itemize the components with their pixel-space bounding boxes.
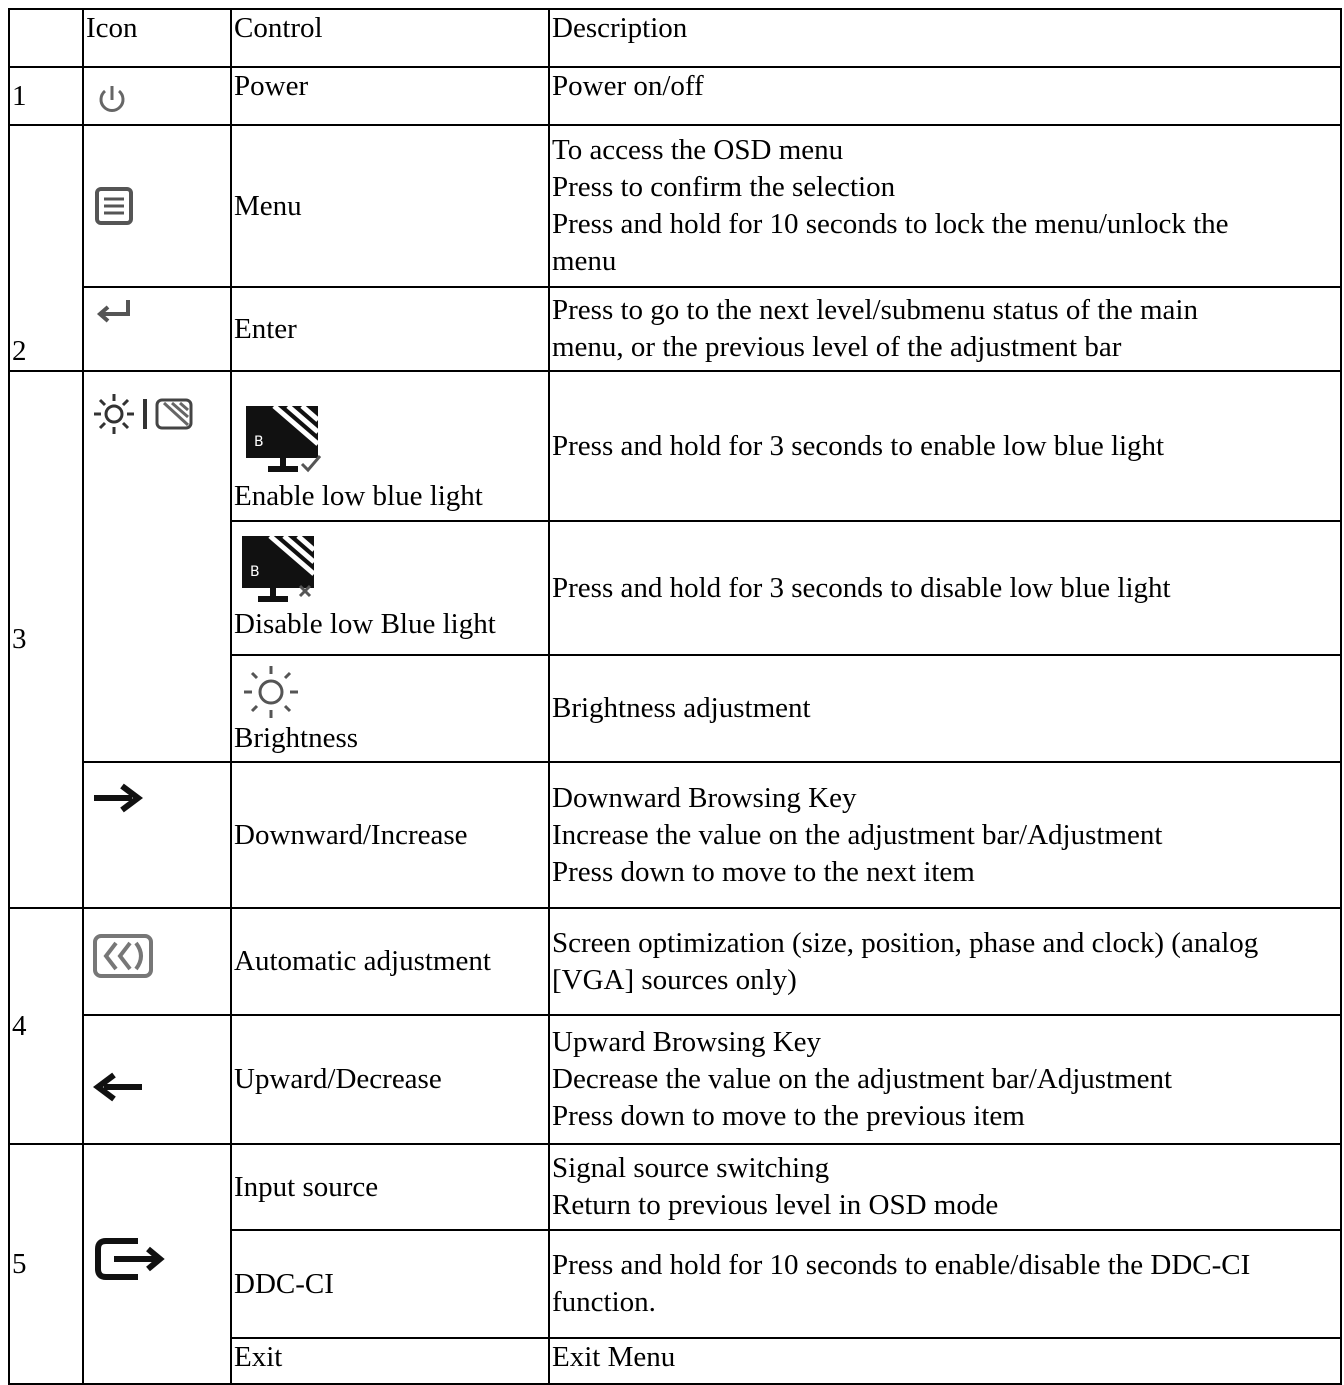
desc-menu: To access the OSD menu Press to confirm the selection Press and hold for 10 seconds to lock the menu/unlock the menu xyxy=(549,125,1341,287)
table-row xyxy=(9,1144,1341,1230)
desc-brightness: Brightness adjustment xyxy=(549,655,1341,762)
sun-icon xyxy=(92,392,136,436)
desc-upward-decrease: Upward Browsing Key Decrease the value on the adjustment bar/Adjustment Press down to move to the previous item xyxy=(549,1015,1341,1144)
desc-enable-low-blue-light: Press and hold for 3 seconds to enable low blue light xyxy=(549,371,1341,521)
icon-cell xyxy=(83,1015,231,1144)
power-icon xyxy=(92,80,132,120)
header-icon: Icon xyxy=(83,9,231,67)
desc-downward-increase: Downward Browsing Key Increase the value on the adjustment bar/Adjustment Press down to move to the next item xyxy=(549,762,1341,908)
desc-disable-low-blue-light: Press and hold for 3 seconds to disable low blue light xyxy=(549,521,1341,655)
icon-cell xyxy=(83,762,231,908)
control-ddc-ci: DDC-CI xyxy=(231,1230,549,1338)
desc-automatic-adjustment: Screen optimization (size, position, phase and clock) (analog [VGA] sources only) xyxy=(549,908,1341,1015)
desc-power: Power on/off xyxy=(549,67,1341,125)
table-row xyxy=(9,762,1341,908)
row-number: 4 xyxy=(9,908,83,1144)
low-blue-light-icon xyxy=(154,397,194,431)
brightness-icon xyxy=(240,664,302,720)
row-number: 2 xyxy=(9,125,83,371)
header-description: Description xyxy=(549,9,1341,67)
arrow-right-icon xyxy=(92,781,144,815)
monitor-low-blue-light-cross-icon xyxy=(240,534,320,606)
table-row xyxy=(9,908,1341,1015)
control-menu: Menu xyxy=(231,125,549,287)
icon-cell xyxy=(83,287,231,371)
header-row xyxy=(9,9,1341,67)
monitor-low-blue-light-check-icon xyxy=(244,404,324,478)
arrow-left-icon xyxy=(92,1070,144,1104)
svg-text:B: B xyxy=(250,564,260,580)
icon-cell xyxy=(83,125,231,287)
desc-exit: Exit Menu xyxy=(549,1338,1341,1384)
table-row xyxy=(9,67,1341,125)
control-enter: Enter xyxy=(231,287,549,371)
table-row xyxy=(9,371,1341,521)
row-number: 3 xyxy=(9,371,83,908)
menu-icon xyxy=(92,184,136,228)
icon-cell xyxy=(83,67,231,125)
control-power: Power xyxy=(231,67,549,125)
desc-ddc-ci: Press and hold for 10 seconds to enable/disable the DDC-CI function. xyxy=(549,1230,1341,1338)
header-control: Control xyxy=(231,9,549,67)
enter-icon xyxy=(92,296,136,332)
control-brightness: Brightness xyxy=(231,655,549,762)
svg-text:B: B xyxy=(254,434,264,450)
table-row xyxy=(9,125,1341,287)
row-number: 1 xyxy=(9,67,83,125)
icon-cell xyxy=(83,908,231,1015)
control-upward-decrease: Upward/Decrease xyxy=(231,1015,549,1144)
auto-adjust-icon xyxy=(92,931,154,981)
control-disable-low-blue-light: B Disable low Blue light xyxy=(231,521,549,655)
controls-table xyxy=(8,8,1342,1385)
separator-bar-icon xyxy=(142,399,148,429)
row-number: 5 xyxy=(9,1144,83,1384)
icon-cell xyxy=(83,1144,231,1384)
header-num xyxy=(9,9,83,67)
table-row xyxy=(9,1015,1341,1144)
control-exit: Exit xyxy=(231,1338,549,1384)
control-enable-low-blue-light: B Enable low blue light xyxy=(231,371,549,521)
desc-input-source: Signal source switching Return to previous level in OSD mode xyxy=(549,1144,1341,1230)
icon-cell xyxy=(83,371,231,762)
input-source-icon xyxy=(92,1233,170,1285)
control-downward-increase: Downward/Increase xyxy=(231,762,549,908)
desc-enter: Press to go to the next level/submenu status of the main menu, or the previous level of the adjustment bar xyxy=(549,287,1341,371)
brightness-low-blue-light-icon xyxy=(92,392,230,436)
control-input-source: Input source xyxy=(231,1144,549,1230)
table-row xyxy=(9,287,1341,371)
control-automatic-adjustment: Automatic adjustment xyxy=(231,908,549,1015)
